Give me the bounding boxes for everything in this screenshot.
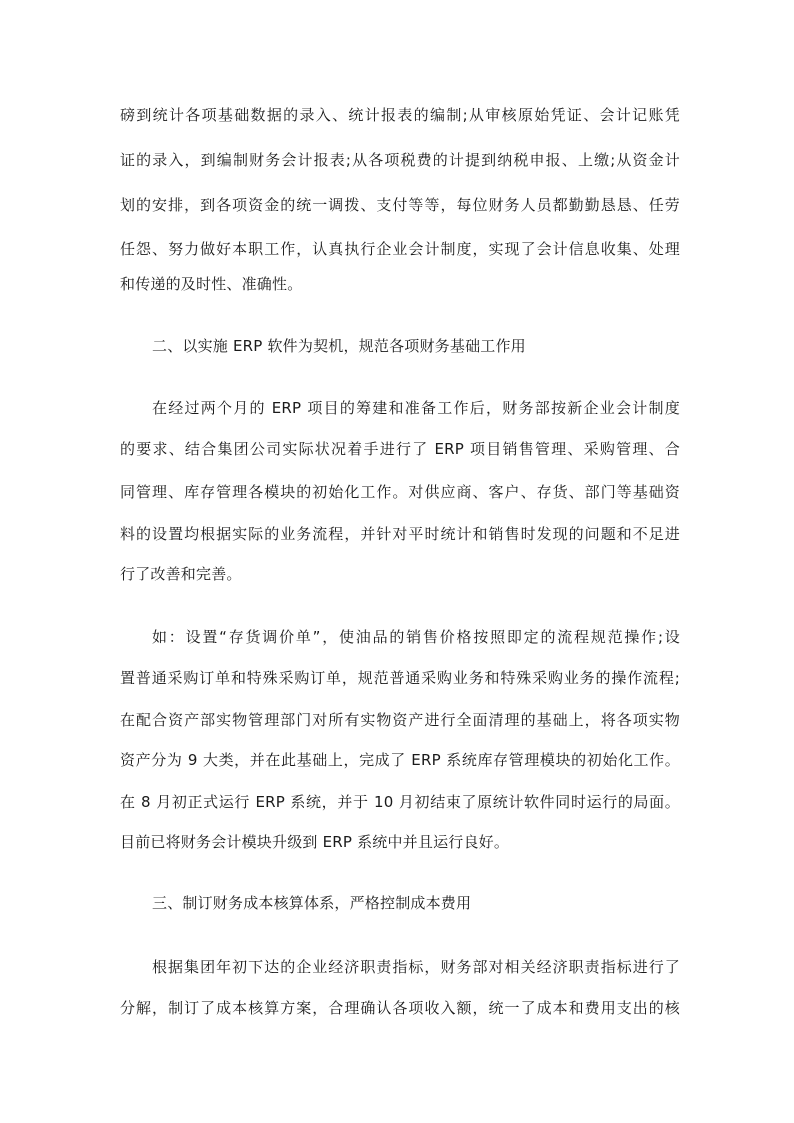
body-text-line: 目前已将财务会计模块升级到 ERP 系统中并且运行良好。 (120, 833, 510, 851)
body-text-line: 资产分为 9 大类，并在此基础上，完成了 ERP 系统库存管理模块的初始化工作。 (120, 751, 680, 769)
body-text-line: 在配合资产部实物管理部门对所有实物资产进行全面清理的基础上，将各项实物 (120, 711, 680, 729)
body-text-line: 任怨、努力做好本职工作，认真执行企业会计制度，实现了会计信息收集、处理 (120, 240, 680, 258)
body-text-line: 在经过两个月的 ERP 项目的筹建和准备工作后，财务部按新企业会计制度 (152, 399, 680, 417)
body-text-line: 划的安排，到各项资金的统一调拨、支付等等，每位财务人员都勤勤恳恳、任劳 (120, 196, 680, 214)
body-text-line: 置普通采购订单和特殊采购订单，规范普通采购业务和特殊采购业务的操作流程; (120, 669, 680, 687)
body-text-line: 和传递的及时性、准确性。 (120, 275, 303, 293)
body-text-line: 行了改善和完善。 (120, 565, 242, 583)
body-text-line: 同管理、库存管理各模块的初始化工作。对供应商、客户、存货、部门等基础资 (120, 483, 680, 501)
section-heading: 二、以实施 ERP 软件为契机，规范各项财务基础工作用 (152, 337, 526, 355)
body-text-line: 的要求、结合集团公司实际状况着手进行了 ERP 项目销售管理、采购管理、合 (120, 440, 680, 458)
body-text-line: 如：设置“存货调价单”，使油品的销售价格按照即定的流程规范操作;设 (152, 628, 680, 646)
body-text-line: 磅到统计各项基础数据的录入、统计报表的编制;从审核原始凭证、会计记账凭 (120, 106, 680, 124)
body-text-line: 分解，制订了成本核算方案，合理确认各项收入额，统一了成本和费用支出的核 (120, 999, 680, 1017)
body-text-line: 证的录入，到编制财务会计报表;从各项税费的计提到纳税申报、上缴;从资金计 (120, 151, 680, 169)
body-text-line: 料的设置均根据实际的业务流程，并针对平时统计和销售时发现的问题和不足进 (120, 525, 680, 543)
body-text-line: 在 8 月初正式运行 ERP 系统，并于 10 月初结束了原统计软件同时运行的局面。 (120, 793, 680, 811)
body-text-line: 根据集团年初下达的企业经济职责指标，财务部对相关经济职责指标进行了 (152, 958, 680, 976)
section-heading: 三、制订财务成本核算体系，严格控制成本费用 (152, 894, 472, 912)
